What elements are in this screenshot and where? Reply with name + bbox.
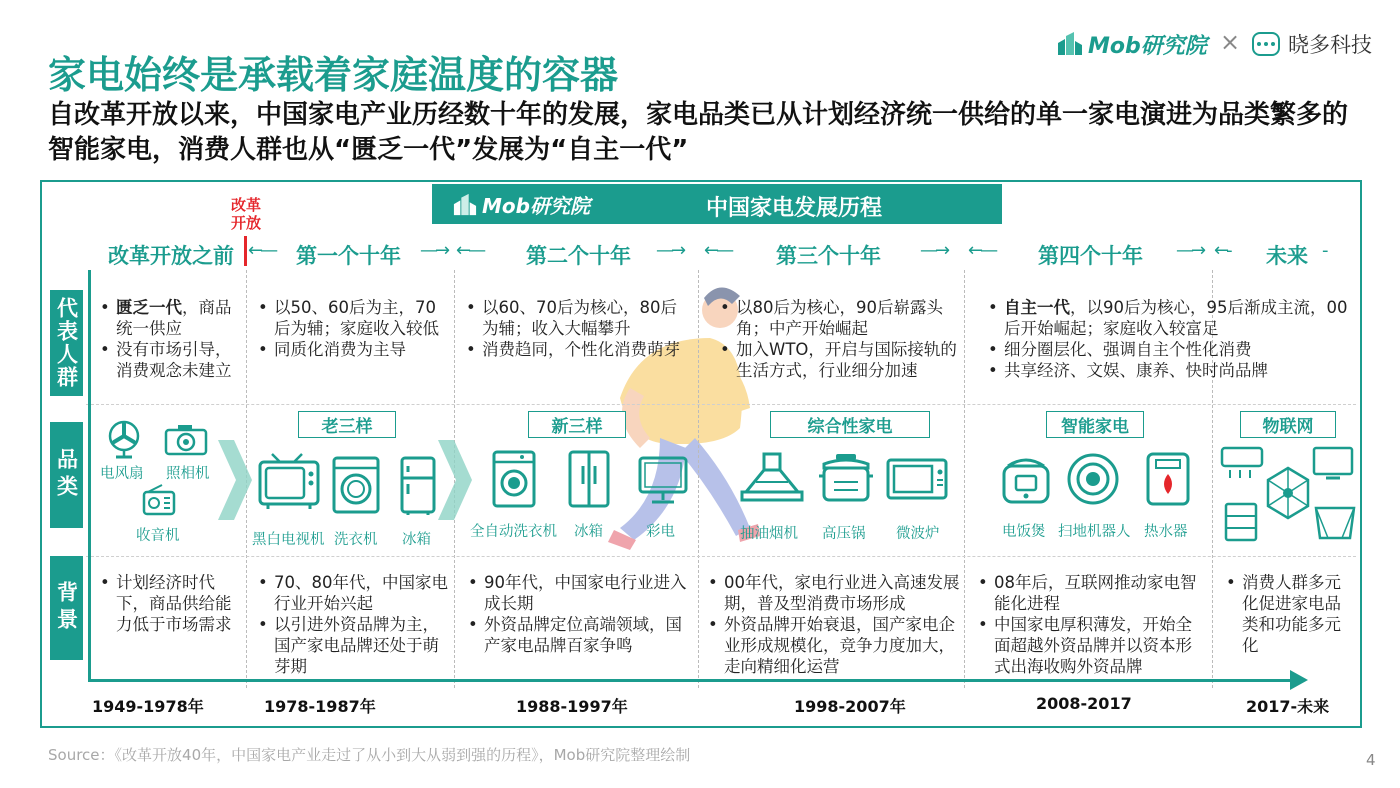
item-label: 电饭煲 — [1002, 524, 1046, 540]
camera-icon — [164, 422, 208, 456]
list-item: • 90年代，中国家电行业进入成长期 — [466, 572, 692, 614]
item-label: 全自动洗衣机 — [470, 524, 557, 540]
list-item: • 以50、60后为主，70后为辅；家庭收入较低 — [256, 297, 452, 339]
column-divider — [698, 270, 699, 688]
robot-vacuum-icon — [1066, 452, 1120, 506]
mob-logo-icon — [452, 193, 478, 217]
timeline-arrowhead — [1290, 670, 1308, 690]
list-item: • 以80后为核心，90后崭露头角；中产开始崛起 — [718, 297, 962, 339]
banner-logo-text: Mob研究院 — [482, 194, 590, 218]
background-list-future — [1224, 572, 1348, 656]
row-divider — [86, 404, 1356, 405]
item-label: 微波炉 — [896, 526, 940, 542]
year-range: 1949-1978年 — [92, 697, 204, 716]
page-title: 家电始终是承载着家庭温度的容器 — [48, 53, 619, 97]
fridge-icon — [400, 456, 436, 516]
period-first-decade: 第一个十年 — [296, 244, 401, 268]
chevron-right-icon — [218, 440, 252, 520]
item-label: 照相机 — [166, 466, 210, 482]
list-item: • 70、80年代，中国家电行业开始兴起 — [256, 572, 452, 614]
item-label: 电风扇 — [100, 466, 144, 482]
diagram-title: 中国家电发展历程 — [706, 196, 883, 221]
item-label: 彩电 — [646, 524, 675, 540]
arrow-left: ←— — [456, 240, 484, 261]
times-sign: × — [1220, 28, 1241, 56]
list-item: • 共享经济、文娱、康养、快时尚品牌 — [986, 360, 1348, 381]
page-subtitle: 自改革开放以来，中国家电产业历经数十年的发展，家电品类已从计划经济统一供给的单一家电演进为品类繁多的智能家电，消费人群也从“匮乏一代”发展为“自主一代” — [48, 100, 1349, 165]
row-label-background — [50, 556, 83, 660]
row-label-text: 品类 — [54, 448, 79, 502]
arrow-left: ←- — [1214, 240, 1230, 261]
water-heater-icon — [1146, 452, 1190, 506]
item-label: 洗衣机 — [334, 532, 378, 548]
period-third-decade: 第三个十年 — [776, 244, 881, 268]
iot-network-icon — [1220, 444, 1356, 544]
item-label: 冰箱 — [574, 524, 603, 540]
tv-icon — [258, 452, 320, 510]
fan-icon — [104, 420, 144, 460]
microwave-icon — [886, 458, 948, 500]
list-item: • 细分圈层化、强调自主个性化消费 — [986, 339, 1348, 360]
partner-logo — [1252, 28, 1372, 60]
range-hood-icon — [740, 452, 804, 504]
banner-logo — [452, 190, 590, 219]
background-list-fourth-decade — [976, 572, 1208, 677]
timeline-axis — [88, 679, 1298, 682]
people-list-before-reform — [98, 297, 246, 381]
item-label: 高压锅 — [822, 526, 866, 542]
partner-logo-text: 晓多科技 — [1288, 33, 1372, 57]
period-fourth-decade: 第四个十年 — [1038, 244, 1143, 268]
pressure-cooker-icon — [818, 452, 874, 504]
list-item: • 外资品牌定位高端领域，国产家电品牌百家争鸣 — [466, 614, 692, 656]
year-range: 1988-1997年 — [516, 697, 628, 716]
people-list-third-decade — [718, 297, 962, 381]
list-item: • 匮乏一代，商品统一供应 — [98, 297, 246, 339]
reform-marker-label: 改革开放 — [230, 196, 261, 232]
list-item: • 00年代，家电行业进入高速发展期，普及型消费市场形成 — [706, 572, 964, 614]
radio-icon — [142, 484, 176, 516]
list-item: • 中国家电厚积薄发，开始全面超越外资品牌并以资本形式出海收购外资品牌 — [976, 614, 1208, 677]
item-label: 冰箱 — [402, 532, 431, 548]
category-box: 物联网 — [1240, 411, 1336, 438]
column-divider — [964, 270, 965, 688]
washing-machine-icon — [332, 456, 380, 514]
arrow-left: ←— — [248, 240, 276, 261]
item-label: 热水器 — [1144, 524, 1188, 540]
arrow-right: —→ — [1176, 240, 1204, 261]
list-item: • 计划经济时代下，商品供给能力低于市场需求 — [98, 572, 244, 635]
mob-logo — [1056, 28, 1207, 60]
list-item: • 没有市场引导，消费观念未建立 — [98, 339, 246, 381]
background-list-second-decade — [466, 572, 692, 656]
item-label: 抽油烟机 — [740, 526, 798, 542]
reform-marker-line — [244, 236, 247, 266]
row-label-text: 背景 — [54, 581, 79, 635]
list-item: • 外资品牌开始衰退，国产家电企业形成规模化，竞争力度加大，走向精细化运营 — [706, 614, 964, 677]
mob-logo-text: Mob研究院 — [1088, 33, 1207, 59]
category-box: 智能家电 — [1046, 411, 1144, 438]
item-label: 黑白电视机 — [252, 532, 325, 548]
arrow-right: —→ — [656, 240, 684, 261]
list-item: • 消费人群多元化促进家电品类和功能多元化 — [1224, 572, 1348, 656]
timeline-axis-vertical — [88, 270, 91, 680]
period-future: 未来 — [1266, 244, 1308, 268]
period-second-decade: 第二个十年 — [526, 244, 631, 268]
category-box: 老三样 — [298, 411, 396, 438]
background-list-third-decade — [706, 572, 964, 677]
row-divider — [86, 556, 1356, 557]
arrow-right: - — [1322, 240, 1326, 261]
arrow-left: ←— — [968, 240, 996, 261]
source-note: Source：《改革开放40年，中国家电产业走过了从小到大从弱到强的历程》，Mob研究院整理绘制 — [48, 746, 691, 764]
people-list-second-decade — [464, 297, 690, 360]
list-item: • 以60、70后为核心，80后为辅；收入大幅攀升 — [464, 297, 690, 339]
category-box: 综合性家电 — [770, 411, 930, 438]
list-item: • 以引进外资品牌为主，国产家电品牌还处于萌芽期 — [256, 614, 452, 677]
row-label-category — [50, 422, 83, 528]
year-range: 2008-2017 — [1036, 694, 1132, 713]
page-number: 4 — [1366, 751, 1376, 769]
background-list-before-reform — [98, 572, 244, 635]
people-list-fourth-decade — [986, 297, 1348, 381]
list-item: • 08年后，互联网推动家电智能化进程 — [976, 572, 1208, 614]
row-label-people — [50, 290, 83, 396]
people-list-first-decade — [256, 297, 452, 360]
color-tv-icon — [638, 456, 688, 506]
chevron-right-icon — [438, 440, 472, 520]
chat-bubble-icon — [1252, 32, 1280, 56]
list-item: • 消费趋同，个性化消费萌芽 — [464, 339, 690, 360]
arrow-left: ←— — [704, 240, 732, 261]
item-label: 扫地机器人 — [1058, 524, 1131, 540]
list-item: • 加入WTO，开启与国际接轨的生活方式，行业细分加速 — [718, 339, 962, 381]
automatic-washer-icon — [492, 450, 536, 508]
period-before-reform: 改革开放之前 — [108, 244, 234, 268]
rice-cooker-icon — [1000, 452, 1052, 506]
arrow-right: —→ — [920, 240, 948, 261]
double-door-fridge-icon — [568, 450, 610, 508]
year-range: 2017-未来 — [1246, 697, 1330, 716]
mob-logo-icon — [1056, 31, 1084, 57]
row-label-text: 代表人群 — [54, 297, 79, 389]
list-item: • 自主一代，以90后为核心，95后渐成主流，00后开始崛起；家庭收入较富足 — [986, 297, 1348, 339]
arrow-right: —→ — [420, 240, 448, 261]
category-box: 新三样 — [528, 411, 626, 438]
item-label: 收音机 — [136, 528, 180, 544]
background-list-first-decade — [256, 572, 452, 677]
year-range: 1978-1987年 — [264, 697, 376, 716]
year-range: 1998-2007年 — [794, 697, 906, 716]
list-item: • 同质化消费为主导 — [256, 339, 452, 360]
